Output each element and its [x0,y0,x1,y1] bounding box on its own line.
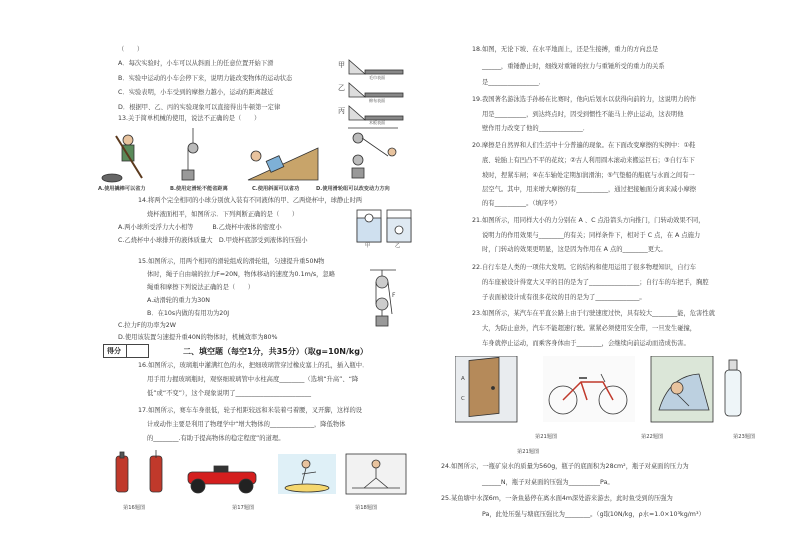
q22-line2: 的车座被设计得宽大又平的目的是为了________________；自行车的车把手，胸腔 [482,279,709,286]
q15-pulley-figure [368,268,398,332]
caption-fig22: 第22题图 [641,434,664,440]
q25-line2: Pa，此处压强与塘底压强比为________。（g取10N/kg，ρ水=1.0×10³kg/m³） [482,511,705,518]
q22-line3: 子表面被设计成有很多花纹的目的是为了______________。 [482,294,646,301]
q16-line1: 16.如图所示，玻璃瓶中灌满红色的水，把细玻璃管穿过橡皮塞上的孔，插入瓶中． [138,362,369,369]
door-label-c: C [461,396,465,402]
q24-line2: ______N，瓶子对桌面的压强为__________Pa。 [482,479,614,486]
q13-caption-b: B.使用定滑轮不能省距离 [170,186,228,192]
q18-line2: ______，重锤静止时，细线对重锤的拉力与重锤所受的重力的关系 [482,63,665,70]
surface-wood: 木板表面 [369,120,385,125]
fig-label-bing: 丙 [338,107,345,115]
beaker-label-jia: 甲 [365,243,371,249]
q15-line3: 绳重和摩擦下列说法正确的是（ ） [147,284,255,291]
caption-fig21-below: 第21题图 [517,449,540,455]
q19-line1: 19.我国著名游泳选手孙杨在比赛时，他向后划水以获得向前的力，这说明力的作 [472,96,697,103]
fig-label-jia: 甲 [338,61,345,69]
q12-option-d: D．根据甲、乙、丙的实验现象可以直接得出牛顿第一定律 [118,104,281,111]
q14-line4: C.乙烧杯中小球排开的液体质量大 D.甲烧杯底部受到液体的压强小 [118,237,308,244]
q20-line1: 20.摩擦是自然界和人们生活中十分普遍的现象。在下面改变摩擦的实例中：①鞋 [472,142,696,149]
q16-18-pictures [110,450,408,498]
q17-line1: 17.如图所示，赛车车身很低，轮子相距较远和米装着弓着腰，叉开脚，这样的设 [138,407,363,414]
caption-fig17: 第17题图 [232,505,255,511]
q15-option-d: D.使用该装置匀速提升重40N的物体时，机械效率为80% [118,334,278,341]
q20-line3: 坡时，捏紧车闸；④在车轴处定期加润滑油；⑤气垫船的船底与水面之间有一 [482,172,695,179]
q20-line2: 底、轮胎上有凹凸不平的花纹；②古人利用圆木滚动来搬运巨石；③自行车下 [482,157,695,164]
q14-line1: 14.将两个完全相同的小球分别放入装有不同液体的甲、乙两烧杯中，球静止时两 [138,197,363,204]
q15-line2: 体时，绳子自由端的拉力F=20N，物体移动的速度为0.1m/s，忽略 [147,271,335,278]
q24-line1: 24.如图所示，一瓶矿泉水的质量为560g，瓶子的底面积为28cm²，瓶子对桌面的压力为 [441,463,689,470]
q17-line3: 的________.有助于提高物体的稳定程度”的道理。 [147,435,285,442]
door-label-a: A [461,376,465,382]
caption-fig18: 第18题图 [355,505,378,511]
beaker-label-yi: 乙 [395,243,401,249]
q23-line1: 23.如图所示，某汽车在平直公路上由于行驶速度过快，具有较大________能，危害性就 [472,310,715,317]
q12-blank: （ ） [118,46,144,53]
q21-line1: 21.如图所示，用同样大小的力分别在 A 、C 点沿箭头方向推门，门转动效果不同， [472,217,705,224]
q19-line2: 用是__________，到达终点时，因受到惯性不能马上停止运动，这表明他 [482,111,684,118]
q12-option-b: B．实验中运动的小车会停下来，说明力能改变物体的运动状态 [118,75,293,82]
q23-line2: 大，为防止意外，汽车不能超速行驶。紧紧必须使用安全带，一旦发生碰撞， [482,325,697,332]
q14-line2: 烧杯液面相平，如图所示．下列判断正确的是（ ） [147,211,299,218]
q14-line3: A.两小球所受浮力大小相等 B.乙烧杯中液体的密度小 [118,224,282,231]
q18-line1: 18.如图，无论下坡、在水平地面上，还是生接搏，重力的方向总是 [472,46,659,53]
q13-caption-d: D.使用滑轮组可以改变动力方向 [316,186,390,192]
q18-line3: 是________________． [482,79,545,86]
pulley-drawing [368,268,398,332]
surface-towel: 毛巾表面 [369,75,385,80]
right-column [397,0,794,560]
fig-label-yi: 乙 [338,84,345,92]
q16-line2: 用手用力握玻璃瓶时，观察细玻璃管中水柱高度________（选填“升高”、“降 [147,376,359,383]
score-label: 得分 [107,347,121,355]
q15-option-b: B．在10s内做的有用功为20J [147,310,230,317]
surface-cotton: 棉布表面 [369,98,385,103]
q13-caption-c: C.使用斜面可以省功 [252,186,300,192]
q22-line1: 22.自行车是人类的一项伟大发明。它的结构和使用运用了很多物理知识，自行车 [472,264,697,271]
q21-line2: 说明力的作用效果与________的有关；同样条件下，相对于 C 点，在 A 点施力 [482,232,701,239]
q15-option-a: A.动滑轮的重力为30N [147,297,210,304]
q19-line3: 壁作用力改变了他的______________． [482,125,590,132]
q25-line1: 25.某鱼塘中水深6m，一条鱼悬停在离水面4m深处游来游去，此时鱼受到的压强为 [441,495,673,502]
q20-line5: 的有__________。（填序号） [482,200,561,207]
q12-option-c: C．实验表明，小车受到的摩擦力越小，运动的距离越近 [118,89,274,96]
q23-line3: 车身就停止运动，而乘客身体由于________，会继续向前运动而造成伤害。 [482,340,690,347]
q13-stem: 13.关于简单机械的使用，说法不正确的是（ ） [118,115,261,122]
q15-option-c: C.拉力F的功率为2W [118,322,177,329]
q12-option-a: A．每次实验时，小车可以从斜面上的任意位置开始下滑 [118,60,274,67]
q20-line4: 层空气。其中，用来增大摩擦的有__________，通过把接触面分离来减小摩擦 [482,186,697,193]
caption-fig16: 第16题图 [123,505,146,511]
q17-line2: 计或动作主要是利用了物理学中“增大物体的______________，降低物体 [147,421,346,428]
caption-fig23: 第23题图 [733,434,756,440]
q21-line3: 时，门转动的效果更明显，这是因为作用在 A 点的________更大。 [482,246,667,253]
score-box [103,344,149,358]
q21-23-pictures [455,356,745,424]
score-divider [126,345,127,357]
caption-fig21: 第21题图 [535,434,558,440]
q16-line3: 低”或“不变”），这个现象说明了________________________ [147,390,312,397]
q13-machine-pictures [98,126,408,184]
q15-line1: 15.如图所示，用两个相同的滑轮组成的滑轮组，匀速提升重50N物 [138,258,325,265]
force-f-label: F [392,292,396,299]
q13-caption-a: A.使用撬棒可以省力 [98,186,146,192]
section-2-title: 二、填空题（每空1分，共35分）（取g=10N/kg） [183,347,368,356]
